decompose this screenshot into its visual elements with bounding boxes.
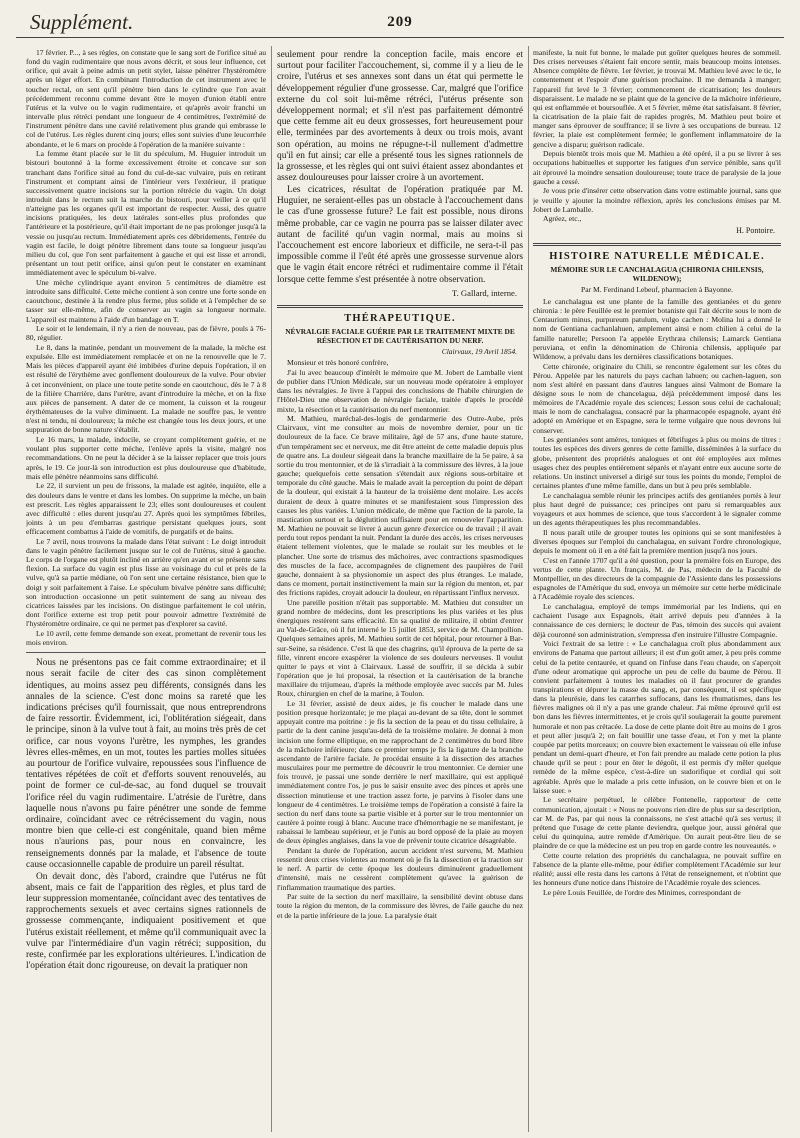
salutation: Monsieur et très honoré confrère, <box>287 358 389 368</box>
page-number: 209 <box>387 14 413 30</box>
page-header <box>16 8 784 38</box>
commentary <box>26 658 266 972</box>
paragraph: Le 10 avril, cette femme demande son exeat, promettant de revenir tous les mois environ. <box>26 628 266 647</box>
paragraph: Les gentianées sont amères, toniques et fébrifuges à plus ou moins de titres : toutes les espèces des divers genres de cette famille, disséminées à la surface du globe, présentent des propriétés analogues et ont été employées aux mêmes usages chez des peuples entièrement séparés et n'ayant entre eux aucune sorte de relations. Un instinct universel a dirigé sur tous les points du monde, l'emploi de certaines plantes d'une même famille, dans un but à peu près semblable. <box>533 435 781 491</box>
dateline: Clairvaux, 19 Avril 1854. <box>441 347 517 357</box>
paragraph: On devait donc, dès l'abord, craindre que l'utérus ne fût absent, mais ce fait de l'apparition des règles, et plus tard de leur suppression momentanée, coïncidant avec des tentatives de rapprochements sexuels et avec certains signes rationnels de grossesse commençante, indiquaient positivement et que l'utérus existait réellement, et même qu'il communiquait avec la vulve par l'intermédiaire d'un vagin rétréci; supposition, du reste, confirmée par les explorations ultérieures. L'indication de l'opération était donc rigoureuse, on devait la pratiquer non <box>26 871 266 972</box>
paragraph: La femme étant placée sur le lit du spéculum, M. Huguier introduit un bistouri boutonné à la forme excessivement étroite et concave sur son tranchant dans l'orifice situé au fond du cul-de-sac vulvaire, puis en retirant l'instrument et comptant ainsi de l'intérieur vers l'extérieur, il pratique successivement quatre incisions sur la portion rétrécie du vagin. Un doigt introduit dans le rectum suit la marche du bistouri, pour veiller à ce qu'il n'atteigne pas les organes qu'il est important de respecter. Aussi, des quatre incisions pratiquées, les deux latérales sont-elles plus profondes que l'antérieure et la postérieure, qu'il était important de ne pas prolonger jusqu'à la vessie ou jusqu'au rectum. Immédiatement après ces débridements, l'entrée du vagin est facile, le doigt pénètre librement dans toute sa longueur jusqu'au milieu du col, que l'on sent parfaitement à gauche et qui est lisse et arrondi, présentant un tout petit orifice, ainsi qu'on peut le constater en examinant immédiatement avec le spéculum bi-valve. <box>26 149 266 278</box>
paragraph: Cette courte relation des propriétés du canchalagua, ne pouvait suffire en l'absence de la plante elle-même, pour édifier complètement l'Académie sur leur réalité; aussi elle resta dans les cartons à l'état de renseignement, et n'obtint que les honneurs d'une notice dans l'histoire de l'Académie royale des sciences. <box>533 850 781 888</box>
middle-column <box>277 48 523 1130</box>
author-signature: H. Pontoire. <box>736 226 775 236</box>
byline: Par M. Ferdinand Lebeuf, pharmacien à Bayonne. <box>580 284 734 294</box>
paragraph: Par suite de la section du nerf maxillaire, la sensibilité devint obtuse dans toute la région du menton, de la commissure des lèvres, de l'aile gauche du nez et de la partie inférieure de la joue. La paralysie était <box>277 892 523 920</box>
header-rule <box>16 37 784 38</box>
paragraph: Cette chironée, originaire du Chili, se rencontre également sur les côtes du Pérou. Appelée par les naturels du pays cachan lahuen; ou cachen-laguen, son nom s'est altéré en passant dans d'autres langues ainsi Valmont de Bomare la désigne sous le nom de chancelagua, déjà précédemment imposé dans les mémoires de l'Académie royale des sciences; Lesson sous celui de cachaloual; mais le nom de canchalagua, consacré par la pharmacopée espagnole, ayant été adopté en Amérique et en Espagne, sera le terme vulgaire que nous devrons lui conserver. <box>533 361 781 435</box>
section-divider <box>533 243 781 246</box>
paragraph: M. Mathieu, maréchal-des-logis de gendarmerie des Outre-Aube, près Clairvaux, vint me consulter au mois de novembre dernier, pour un tic douloureux de la face. Ce brave militaire, âgé de 57 ans, d'une haute stature, d'un tempérament sec et nerveux, me dit être atteint de cette maladie depuis plus de quatre ans. La douleur siégeait dans la branche maxillaire de la 5e paire, à sa sortie du trou mentonnier, et de là s'irradiait à la commissure des lèvres, à la joue gauche; quelquefois cette sensation s'étendait aux régions sous-orbitaire et temporale du côté gauche. Mais le malade avait la perception du point de départ de la douleur, qui existait à la hauteur de la troisième dent molaire. Les accès duraient de deux à quatre minutes et se manifestaient sous l'impression des causes les plus variées. L'union médicale, de même que l'action de la parole, la mastication surtout et la déglutition suffisaient pour en renouveler l'apparition. M. Mathieu ne pouvait se livrer à aucun genre d'exercice ou de travail ; il avait perdu tout repos pendant la nuit. Pendant la durée des accès, les crises nerveuses étaient tellement violentes, que le malade se roulait sur les meubles et le plancher. Une sorte de trismus des mâchoires, avec contractions spasmodiques des muscles de la face, accompagnées de clignement des paupières de l'œil gauche, donnaient à sa physionomie un aspect des plus étranges. Le malade, dans ce moment, portait instinctivement la main sur la région du menton, et, par des frictions rapides, croyait adoucir la douleur, en répartissant l'influx nerveux. <box>277 414 523 598</box>
commentary-continued <box>277 50 523 286</box>
paragraph: Voici l'extrait de sa lettre : « Le canchalagua croît plus abondamment aux environs de Panama que partout ailleurs; il est d'un goût amer, à peu près comme celui de la petite centaurée, et quand on l'infuse dans l'eau chaude, on s'aperçoit d'une odeur aromatique qui approche un peu de celle du baume de Pérou. Il convient parfaitement à toutes les maladies où il faut procurer de grandes transpirations et dépurer la masse du sang, et, par conséquent, il est spécifique dans la pleurésie, dans les catarrhes suffocans, dans les rhumatismes, dans les fièvres malignes où il n'y a pas une grande chaleur. J'ai même éprouvé qu'il est bon dans les fièvres intermittentes, et je crois qu'il soulagerait la goutte purement humorale et non pas crétacée. La dose de cette plante doit être au moins de 1 gros et peut aller jusqu'à 2; on fait bouillir une tasse d'eau, et l'on y met la plante coupée par petits morceaux; on couvre bien exactement le vaisseau où elle infuse pendant un demi-quart d'heure, et l'on fait prendre au malade cette potion la plus chaude qu'il se peut : pour en ôter le dégoût, il est permis d'y mêler quelque remède de la même espèce, c'est-à-dire un sudorifique et cordial qui soit agréable. Après que le malade a pris cette infusion, on le couvre bien et on le laisse suer. » <box>533 639 781 795</box>
article-title: MÉMOIRE SUR LE CANCHALAGUA (CHIRONIA CHILENSIS, WILDENOW); <box>550 264 764 283</box>
section-title: THÉRAPEUTIQUE. <box>344 312 456 324</box>
author-signature: T. Gallard, interne. <box>452 287 517 298</box>
paragraph: 17 février. P..., à ses règles, on constate que le sang sort de l'orifice situé au fond du vagin rudimentaire que nous avons décrit, et sous leur influence, cet orifice, qui avait à peine admis un petit stylet, laisse pénétrer l'hystéromètre après un léger effort. En combinant l'introduction de cet instrument avec le toucher rectal, on sent qu'il pénètre bien dans le cylindre que l'on avait précédemment reconnu comme devant être le moyen d'union établi entre l'utérus et la vulve ou le vagin rudimentaire, et qu'après avoir franchi un intervalle plus rétréci pendant une longueur de 4 centimètres, l'extrémité de l'instrument pénètre dans une cavité relativement plus grande qui embrasse le col de l'utérus. Les règles durent cinq jours; elles sont suivies d'une leucorrhée abondante, et le 6 mars on procède à l'opération de la manière suivante : <box>26 48 266 149</box>
paragraph: Pendant la durée de l'opération, aucun accident n'est survenu, M. Mathieu ressentit deux crises violentes au moment où je fis la dissection et la traction sur le nerf. A partir de cette époque les douleurs diminuèrent graduellement d'intensité, mais ne cessèrent complètement qu'avec la guérison de l'inflammation traumatique des parties. <box>277 846 523 892</box>
paragraph: Les cicatrices, résultat de l'opération pratiquée par M. Huguier, ne seraient-elles pas un obstacle à l'accouchement dans le cas d'une grossesse future? Le fait est possible, nous dirons même probable, car ce vagin ne pourra pas se laisser dilater avec autant de facilité qu'un vagin normal, mais au moins si l'accouchement est encore laborieux et difficile, ne sera-t-il pas impossible comme il l'eût été après une grossesse survenue alors que le vagin était encore rétréci et rudimentaire comme il l'était lorsque cette femme s'est présentée à notre observation. <box>277 184 523 285</box>
paragraph: C'est en l'année 1707 qu'il a été question, pour la première fois en Europe, des vertus de cette plante. Un français, M. de Pas, médecin de la Faculté de Montpellier, un des directeurs de la compagnie de l'Assiente dans les possessions espagnoles de l'Amérique du sud, envoya un mémoire sur cette herbe médicinale à l'Académie royale des sciences. <box>533 555 781 602</box>
article-title: NÉVRALGIE FACIALE GUÉRIE PAR LE TRAITEMENT MIXTE DE RÉSECTION ET DE CAUTÉRISATION DU NERF. <box>285 327 515 346</box>
paragraph: seulement pour rendre la conception facile, mais encore et surtout pour faciliter l'accouchement, si, comme il y a lieu de le croire, l'utérus et ses annexes sont dans un état qui permette le développement régulier d'une grossesse. Car, malgré que l'orifice externe du col soit lui-même rétréci, l'utérus présente son développement normal; et s'il n'est pas parfaitement démontré que cette femme ait eu deux grossesses, fort heureusement pour elle, terminées par des avortements à deux ou trois mois, avant son opération, au moins ne répugne-t-il nullement d'admettre qu'il en fut ainsi; car elle a présenté tous les signes rationnels de la grossesse, et les règles qui ont suivi étaient assez abondantes et assez douloureuses pour laisser croire à un avortement. <box>277 50 523 184</box>
column-divider-left <box>271 46 272 1132</box>
running-head: Supplément. <box>30 10 134 34</box>
paragraph: Le 31 février, assisté de deux aides, je fis coucher le malade dans une position presque horizontale; je me plaçai au-devant de sa tête, dont le sommet appuyait contre ma poitrine : je fis la section de la peau et du tissu cellulaire, à partir de la dent canine jusqu'au-delà de la troisième molaire. Je donnai à mon incision une forme elliptique, en me rapprochant de 2 centimètres du bord libre de la mâchoire inférieure; dans ce premier temps je fis la ligature de la branche ascendante de l'artère faciale. Je procédai ensuite à la dissection des attaches musculaires pour me permettre de découvrir le trou mentonnier. Ce dernier une fois trouvé, je passai une sonde derrière le nerf maxillaire, qui est appliqué immédiatement contre l'os, je pus le saisir ensuite avec des pinces et après une dissection minutieuse et une traction assez forte, je parvins à l'isoler dans une longueur de 4 centimètres. Le troisième temps de l'opération a consisté à faire la section du nerf dans toute sa partie visible et à porter sur le trou mentonnier un cautère à pointe rougi à blanc. Aucune trace d'hémorrhagie ne se manifestant, je rabaissai le lambeau supérieur, et je l'unis au bord opposé de la plaie au moyen de deux épingles anglaises, dans la vue de prévenir toute cicatrice désagréable. <box>277 699 523 846</box>
paragraph: Une pareille position n'était pas supportable. M. Mathieu dut consulter un grand nombre de médecins, dont les prescriptions les plus variées et les plus énergiques restèrent sans efficacité. En sa qualité de militaire, il obtint d'entrer au Val-de-Grâce, où il fut interné le 15 juillet 1853, service de M. Champollion. Quelques semaines après, M. Mathieu sortit de cet hôpital, pour retourner à Bar-sur-Seine, sa résidence. C'est là que des chagrins, qu'il éprouva de la perte de sa fille, vinrent encore exaspérer la violence de ses douleurs nerveuses. Il voulut quitter le pays et vint à Clairvaux. Lassé de souffrir, il se décida à subir l'opération que je lui proposai, la résection et la cautérisation de la branche maxillaire du trijumeau, d'après la méthode employée avec succès par M. Jules Roux, chirurgien en chef de la marine, à Toulon. <box>277 597 523 699</box>
paragraph: manifeste, la nuit fut bonne, le malade put goûter quelques heures de sommeil. Des crises nerveuses s'étaient fait encore sentir, mais beaucoup moins intenses. Absence complète de fièvre. 1er février, je trouvai M. Mathieu levé avec le tic, le contentement et l'espoir d'une guérison prochaine. Il me demanda à manger; l'appareil fut levé le 3 février; commencement de cicatrisation; les douleurs disparaissent. Le malade ne se plaint que de la gencive de la mâchoire inférieure, qui est enflammée et boursouflée. A et 5 février, même état satisfaisant. 8 février, la cicatrisation de la plaie fait de rapides progrès, M. Mathieu peut boire et manger sans éprouver de souffrance; il se livre à ses occupations de bureau. 12 février, la plaie est complètement fermée; le gonflement inflammatoire de la gencive a disparu; guérison radicale. <box>533 48 781 149</box>
paragraph: Une mèche cylindrique ayant environ 5 centimètres de diamètre est introduite sans difficulté. Cette mèche contient à son centre une forte sonde en caoutchouc, destinée à la rendre plus ferme, plus solide et à l'empêcher de se tasser sur elle-même, afin de conserver au vagin sa longueur normale. L'appareil est maintenu à l'aide d'un bandage en T. <box>26 277 266 324</box>
paragraph: Le canchalagua semble réunir les principes actifs des gentianées portés à leur plus haut degré de puissance; ces principes ont paru si remarquables aux voyageurs et aux hommes de science, que tous s'accordent à le signaler comme un des agents thérapeutiques les plus recommandables. <box>533 490 781 528</box>
left-column <box>26 48 266 1130</box>
paragraph: Le 16 mars, la malade, indocile, se croyant complètement guérie, et ne voulant plus supporter cette mèche, l'enlève après la visite, malgré nos recommandations. On ne peut la décider à se la laisser replacer que trois jours après, le 19. Ce jour-là son introduction est plus douloureuse que d'habitude, mais elle pénètre néanmoins sans difficulté. <box>26 435 266 481</box>
paragraph: Le 22, il survient un peu de frissons, la malade est agitée, inquiète, elle a des douleurs dans le ventre et dans les lombes. On supprime la mèche, un bain est prescrit. Les règles apparaissent le 23; elles sont douloureuses et coulent avec difficulté : elles durent jusqu'au 27. Après quoi les symptômes fébriles, joints à un peu d'embarras gastrique persistant quelques jours, sont efficacement combattus à l'aide de vomitifs, de purgatifs et de bains. <box>26 481 266 537</box>
paragraph: J'ai lu avec beaucoup d'intérêt le mémoire que M. Jobert de Lamballe vient de publier dans l'Union Médicale, sur un nouveau mode opératoire à employer dans les névralgies. Je livre à l'appui des conclusions de l'habile chirurgien de l'Hôtel-Dieu une observation de névralgie faciale, traitée d'après le procédé mixte, la résection et la cautérisation du nerf mentonnier. <box>277 367 523 414</box>
section-divider <box>277 305 523 308</box>
paragraph: Je vous prie d'insérer cette observation dans votre estimable journal, sans que je veuille y ajouter la moindre réflexion, après les conclusions émises par M. Jobert de Lamballe. <box>533 186 781 214</box>
paragraph: Le soir et le lendemain, il n'y a rien de nouveau, pas de fièvre, pouls à 76-80, régulier. <box>26 324 266 343</box>
paragraph: Le secrétaire perpétuel, le célèbre Fontenelle, rapporteur de cette communication, ajoutait : « Nous ne pouvons rien dire de plus sur sa description, car M. de Pas, par qui nous la connaissons, ne s'est attaché qu'à ses vertus; il prétend que l'usage de cette plante deviendra, quelque jour, aussi général que celui du quinquina, autre remède d'Amérique. On aurait peut-être lieu de se plaindre de ce que la médecine est un peu trop en garde contre les nouveautés. » <box>533 795 781 851</box>
section-title: HISTOIRE NATURELLE MÉDICALE. <box>549 250 765 262</box>
column-divider-right <box>528 46 529 1132</box>
case-report <box>26 48 266 647</box>
section-divider <box>26 652 266 653</box>
paragraph: Le canchalagua, employé de temps immémorial par les Indiens, qui en cachaient l'usage aux Espagnols, était arrivé depuis peu d'années à la connaissance de ces derniers; le docteur de Pas, témoin des succès qui avaient déjà couronné son administration, s'empressa d'en instruire l'illustre Compagnie. <box>533 602 781 639</box>
paragraph: Depuis bientôt trois mois que M. Mathieu a été opéré, il a pu se livrer à ses occupations habituelles et supporter les fatigues d'un service pénible, sans qu'il ait éprouvé la moindre sensation douloureuse; toute trace de paralysie de la joue gauche a cessé. <box>533 149 781 186</box>
paragraph: Nous ne présentons pas ce fait comme extraordinaire; et il nous serait facile de citer des cas sinon complètement identiques, au moins assez peu différents, consignés dans les annales de la science. C'est donc moins sa rareté que les indications précises qu'il fournissait, que nous entreprendrons de faire ressortir. Évidemment, ici, l'oblitération siégeait, dans le principe, sinon à la vulve tout à fait, au moins très près de cet orifice, car nous voyons l'urètre, les nymphes, les grandes lèvres elles-mêmes, en un mot, toutes les parties molles situées au pourtour de l'orifice vulvaire, repoussées sous l'influence de tentatives répétées de coït et d'efforts souvent renouvelés, au point de former ce cul-de-sac, au fond duquel se trouvait l'orifice réel du vagin rudimentaire. L'atrésie de l'urètre, dans laquelle nous n'avons pu faire pénétrer une sonde de femme ordinaire, coïncidant avec ce rétrécissement du vagin, nous montre bien que celle-ci est congénitale, quand bien même nous n'aurions pas, pour nous en convaincre, les renseignements donnés par la malade, et l'absence de toute cause occasionnelle capable de produire un pareil résultat. <box>26 658 266 870</box>
right-column <box>533 48 781 1130</box>
paragraph: Le canchalagua est une plante de la famille des gentianées et du genre chironia : le père Feuillée est le premier botaniste qui l'ait décrite sous le nom de Centaurium minus, purpureum patulum, vulgo cachen : Molina lui a donné le nom de Gentiana cachanlahuen, amplement ainsi e nom chilien à celui de la famille naturelle; Persoon l'a appelée Erythræa chilensis; Lamarck Gentiana peruviana, et enfin la dénomination de Chironia chilensis, appliquée par Wildenow, a prévalu dans les dernières classifications botaniques. <box>533 296 781 361</box>
paragraph: Le 7 avril, nous trouvons la malade dans l'état suivant : Le doigt introduit dans le vagin pénètre facilement jusque sur le col de l'utérus, situé à gauche. Le corps de l'organe est plutôt incliné en arrière qu'en avant et se présente sans flexion. La surface du vagin est plus lisse au voisinage du cul et près de la vulve, qu'à sa partie médiane, où l'on sent une certaine résistance, bien que le doigt y soit parfaitement à l'aise. Le spéculum bivalve pénètre sans difficulté; son introduction occasionne un petit suintement de sang au niveau des cicatrices laissées par les incisions. On distingue parfaitement le col utérin, dont l'orifice externe est trop petit pour pouvoir admettre l'extrémité de l'hystéromètre ordinaire, ce qui ne permet pas d'explorer sa cavité. <box>26 536 266 629</box>
paragraph: Il nous paraît utile de grouper toutes les opinions qui se sont manifestées à diverses époques sur l'emploi du canchalagua, en suivant l'ordre chronologique, depuis le moment où il en a été fait la première mention jusqu'à nos jours. <box>533 527 781 556</box>
paragraph: Agréez, etc., <box>543 214 582 224</box>
paragraph: Le père Louis Feuillée, de l'ordre des Minimes, correspondant de <box>543 887 741 897</box>
paragraph: Le 8, dans la matinée, pendant un mouvement de la malade, la mèche est expulsée. Elle est immédiatement remplacée et on ne la renouvelle que le 7. Mais les pièces d'appareil ayant été imbibées d'urine depuis l'opération, il en est résulté de l'érythème avec gonflement douloureux de la vulve. Pour obvier à cet inconvénient, on place une toute petite sonde en caoutchouc, dès le 7 à 8 de la filière Charrière, dans l'urètre, avant d'introduire la mèche, et on la fixe aux pièces de pansement. A dater de ce moment, la cuisson et la rougeur érythémateuses de la vulve diminuent. La malade ne souffre pas, le ventre n'est ni tendu, ni douloureux; la mèche est changée tous les deux jours, et une suppuration de bonne nature s'établit. <box>26 343 266 435</box>
